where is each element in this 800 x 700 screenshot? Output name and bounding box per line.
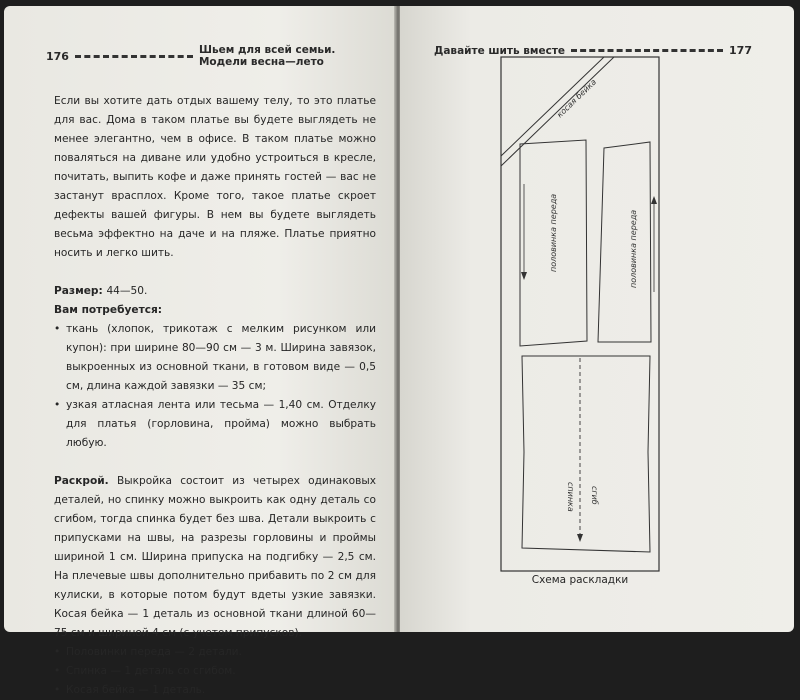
- size-line: [54, 282, 376, 301]
- right-header-rule: [571, 49, 723, 52]
- front-half-piece-2: [598, 142, 651, 342]
- left-page-number: 176: [46, 49, 69, 63]
- needs-list: [54, 320, 376, 453]
- left-running-title: Шьем для всей семьи. Модели весна—лето: [198, 44, 336, 68]
- list-item: • Спинка — 1 деталь со сгибом.: [54, 662, 376, 681]
- front-half-label-1: половинка переда: [549, 193, 558, 272]
- right-page: [400, 6, 794, 632]
- grain-arrow-2: [651, 196, 657, 204]
- diagram-caption: Схема раскладки: [531, 574, 629, 586]
- grain-arrow-1: [521, 272, 527, 280]
- needs-label: Вам потребуется:: [54, 304, 163, 316]
- left-page: [4, 6, 396, 696]
- fold-label: сгиб: [590, 486, 599, 505]
- bias-strip-label: косая бейка: [555, 77, 599, 120]
- left-body-text: [54, 92, 376, 700]
- cutting-label: Раскрой.: [54, 475, 109, 487]
- cutting-paragraph: [54, 472, 376, 643]
- intro-paragraph: Если вы хотите дать отдых вашему телу, то это платье для вас. Дома в таком платье вы будете выглядеть не менее элегантно, чем в офисе. В таком платье можно поваляться на диване или удобно устроиться в кресле, почитать, выпить кофе и даже принять гостей — вас не застанут врасплох. Кроме того, такое платье скроет дефекты вашей фигуры. В нем вы будете выглядеть весьма эффектно на даче и на пляже. Платье приятно носить и легко шить.: [54, 95, 376, 259]
- right-page-number: 177: [729, 44, 752, 57]
- list-item: • узкая атласная лента или тесьма — 1,40 см. Отделку для платья (горловина, пройма) можно выбрать любую.: [54, 396, 376, 453]
- right-running-title: Давайте шить вместе: [434, 44, 566, 57]
- back-piece: [522, 356, 650, 552]
- list-item: • Половинки переда — 2 детали.: [54, 643, 376, 662]
- back-label: спинка: [566, 482, 575, 512]
- list-item: • ткань (хлопок, трикотаж с мелким рисунком или купон): при ширине 80—90 см — 3 м. Ширина завязок, выкроенных из основной ткани, в готовом виде — 0,5 см, длина каждой завязки — 35 см;: [54, 320, 376, 396]
- front-half-label-2: половинка переда: [629, 209, 638, 288]
- list-item: • Косая бейка — 1 деталь.: [54, 681, 376, 700]
- bias-strip-edge-1: [501, 57, 604, 156]
- fold-arrow: [577, 534, 583, 542]
- cutting-text: Выкройка состоит из четырех одинаковых деталей, но спинку можно выкроить как одну деталь со сгибом, тогда спинка будет без шва. Детали выкроить с припусками на швы, на разрезы горловины и проймы шириной 1 см. Ширина припуска на подгибку — 2,5 см. На плечевые швы дополнительно прибавить по 2 см для кулиски, в которые потом будут вдеты узкие завязки. Косая бейка — 1 деталь из основной ткани длиной 60—75 см и шириной 4 см (с учетом припусков).: [54, 475, 376, 639]
- left-running-head: [46, 44, 376, 68]
- left-header-rule: [75, 55, 193, 58]
- size-label: Размер:: [54, 285, 103, 297]
- pieces-list: [54, 643, 376, 700]
- size-value: 44—50.: [106, 285, 148, 297]
- layout-diagram: [500, 56, 660, 572]
